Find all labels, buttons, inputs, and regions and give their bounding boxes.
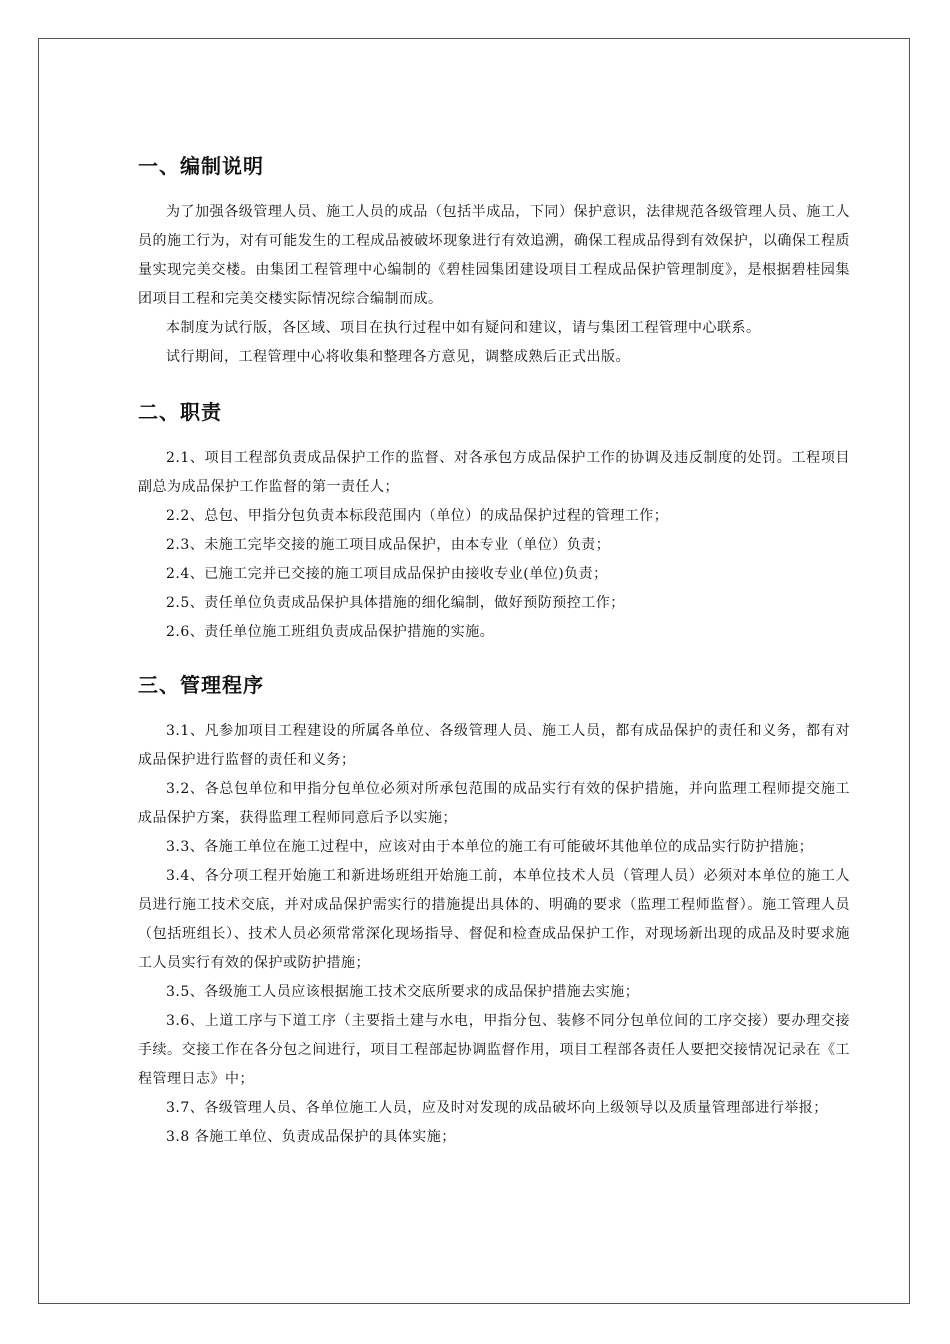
section-heading: 二、职责	[138, 400, 222, 424]
section-heading: 三、管理程序	[138, 673, 264, 697]
paragraph: 3.6、上道工序与下道工序（主要指土建与水电，甲指分包、装修不同分包单位间的工序交接）要办理交接手续。交接工作在各分包之间进行，项目工程部起协调监督作用，项目工程部各责任人要把交接情况记录在《工程管理日志》中；	[138, 1013, 850, 1087]
paragraph: 3.7、各级管理人员、各单位施工人员，应及时对发现的成品破坏向上级领导以及质量管理部进行举报；	[166, 1100, 828, 1116]
paragraph: 3.5、各级施工人员应该根据施工技术交底所要求的成品保护措施去实施；	[166, 984, 640, 1000]
paragraph: 本制度为试行版，各区域、项目在执行过程中如有疑问和建议，请与集团工程管理中心联系。	[166, 320, 761, 336]
section-compilation-notes	[138, 150, 850, 372]
paragraph: 2.6、责任单位施工班组负责成品保护措施的实施。	[166, 624, 495, 640]
document-body	[138, 150, 850, 1172]
section-heading: 一、编制说明	[138, 154, 264, 178]
paragraph: 试行期间，工程管理中心将收集和整理各方意见，调整成熟后正式出版。	[166, 349, 630, 365]
paragraph: 3.8 各施工单位、负责成品保护的具体实施；	[166, 1129, 456, 1145]
paragraph: 2.4、已施工完并已交接的施工项目成品保护由接收专业(单位)负责；	[166, 566, 608, 582]
paragraph: 2.1、项目工程部负责成品保护工作的监督、对各承包方成品保护工作的协调及违反制度的处罚。工程项目副总为成品保护工作监督的第一责任人；	[138, 450, 850, 495]
paragraph: 为了加强各级管理人员、施工人员的成品（包括半成品，下同）保护意识，法律规范各级管理人员、施工人员的施工行为，对有可能发生的工程成品被破坏现象进行有效追溯，确保工程成品得到有效保护，以确保工程质量实现完美交楼。由集团工程管理中心编制的《碧桂园集团建设项目工程成品保护管理制度》，是根据碧桂园集团项目工程和完美交楼实际情况综合编制而成。	[138, 204, 850, 307]
section-management-procedure	[138, 669, 850, 1152]
paragraph: 3.2、各总包单位和甲指分包单位必须对所承包范围的成品实行有效的保护措施，并向监理工程师提交施工成品保护方案，获得监理工程师同意后予以实施；	[138, 781, 850, 826]
paragraph: 3.3、各施工单位在施工过程中，应该对由于本单位的施工有可能破坏其他单位的成品实行防护措施；	[166, 839, 814, 855]
paragraph: 2.5、责任单位负责成品保护具体措施的细化编制，做好预防预控工作；	[166, 595, 625, 611]
paragraph: 2.3、未施工完毕交接的施工项目成品保护，由本专业（单位）负责；	[166, 537, 611, 553]
paragraph: 3.4、各分项工程开始施工和新进场班组开始施工前，本单位技术人员（管理人员）必须对本单位的施工人员进行施工技术交底，并对成品保护需实行的措施提出具体的、明确的要求（监理工程师监督）。施工管理人员（包括班组长）、技术人员必须常常深化现场指导、督促和检查成品保护工作，对现场新出现的成品及时要求施工人员实行有效的保护或防护措施；	[138, 868, 850, 971]
section-responsibilities	[138, 396, 850, 647]
paragraph: 2.2、总包、甲指分包负责本标段范围内（单位）的成品保护过程的管理工作；	[166, 508, 669, 524]
paragraph: 3.1、凡参加项目工程建设的所属各单位、各级管理人员、施工人员，都有成品保护的责任和义务，都有对成品保护进行监督的责任和义务；	[138, 723, 850, 768]
